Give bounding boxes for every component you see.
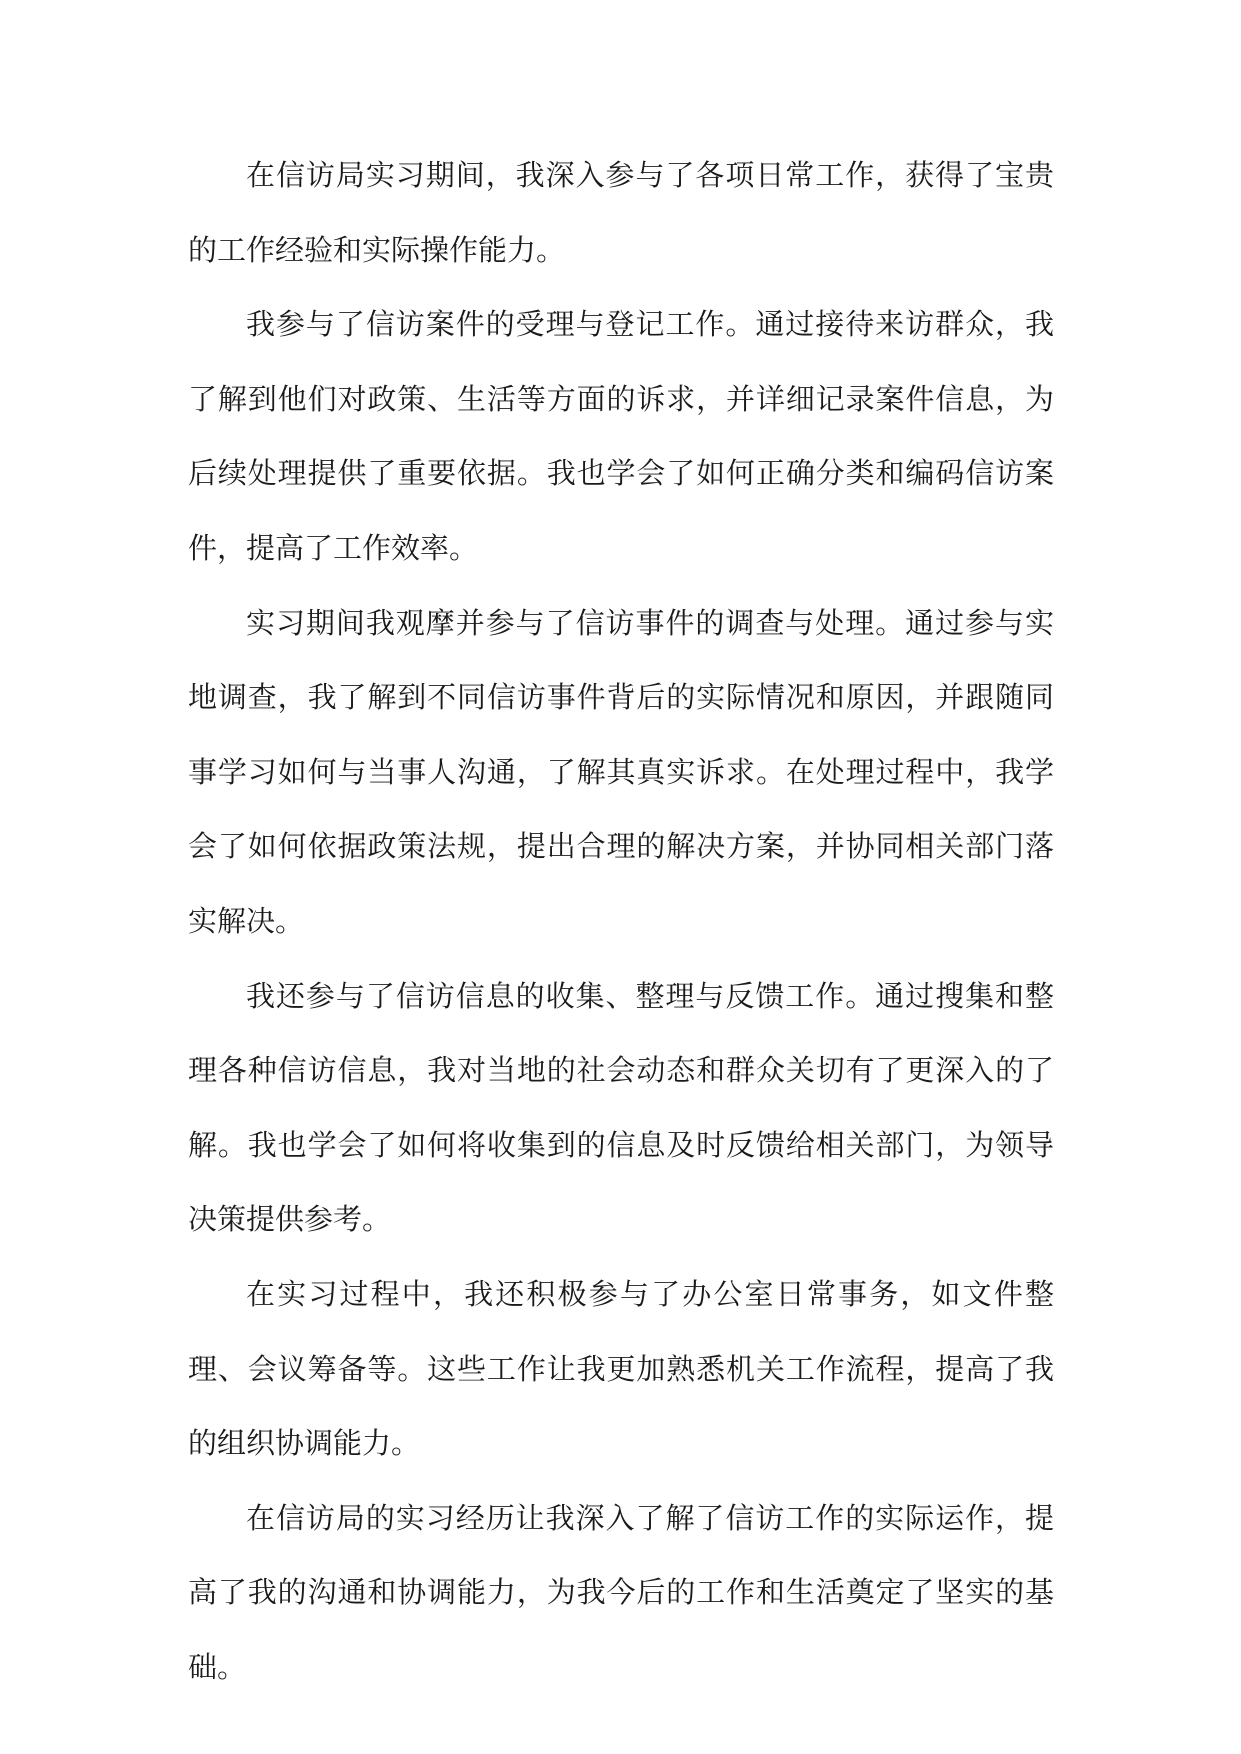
document-body bbox=[188, 138, 1054, 1704]
paragraph-5: 在实习过程中，我还积极参与了办公室日常事务，如文件整理、会议筹备等。这些工作让我更加熟悉机关工作流程，提高了我的组织协调能力。 bbox=[188, 1276, 1054, 1461]
paragraph-6: 在信访局的实习经历让我深入了解了信访工作的实际运作，提高了我的沟通和协调能力，为我今后的工作和生活奠定了坚实的基础。 bbox=[188, 1500, 1054, 1684]
paragraph-4: 我还参与了信访信息的收集、整理与反馈工作。通过搜集和整理各种信访信息，我对当地的社会动态和群众关切有了更深入的了解。我也学会了如何将收集到的信息及时反馈给相关部门，为领导决策提供参考。 bbox=[188, 978, 1054, 1237]
paragraph-1: 在信访局实习期间，我深入参与了各项日常工作，获得了宝贵的工作经验和实际操作能力。 bbox=[188, 158, 1054, 267]
paragraph-3: 实习期间我观摩并参与了信访事件的调查与处理。通过参与实地调查，我了解到不同信访事件背后的实际情况和原因，并跟随同事学习如何与当事人沟通，了解其真实诉求。在处理过程中，我学会了如何依据政策法规，提出合理的解决方案，并协同相关部门落实解决。 bbox=[188, 605, 1054, 938]
paragraph-2: 我参与了信访案件的受理与登记工作。通过接待来访群众，我了解到他们对政策、生活等方面的诉求，并详细记录案件信息，为后续处理提供了重要依据。我也学会了如何正确分类和编码信访案件，提高了工作效率。 bbox=[188, 307, 1054, 565]
